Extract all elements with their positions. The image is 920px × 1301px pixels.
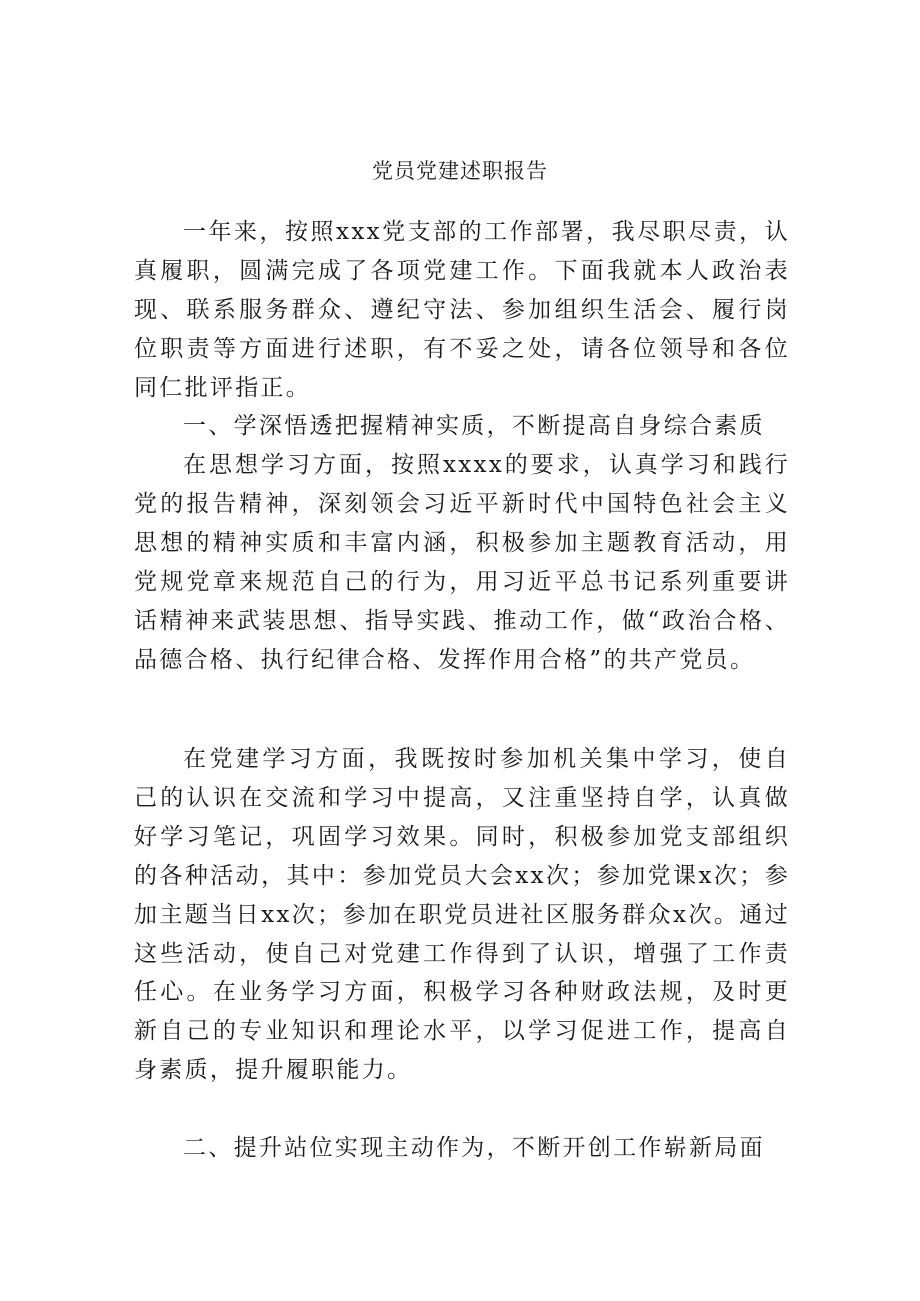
thought-study-paragraph: 在思想学习方面，按照xxxx的要求，认真学习和践行党的报告精神，深刻领会习近平新时代中国特色社会主义思想的精神实质和丰富内涵，积极参加主题教育活动，用党规党章来规范自己的行为，用习近平总书记系列重要讲话精神来武装思想、指导实践、推动工作，做“政治合格、品德合格、执行纪律合格、发挥作用合格”的共产党员。 xyxy=(134,452,790,673)
section-heading-2: 二、提升站位实现主动作为，不断开创工作崭新局面 xyxy=(183,1135,765,1161)
party-study-paragraph: 在党建学习方面，我既按时参加机关集中学习，使自己的认识在交流和学习中提高，又注重坚持自学，认真做好学习笔记，巩固学习效果。同时，积极参加党支部组织的各种活动，其中：参加党员大会xx次；参加党课x次；参加主题当日xx次；参加在职党员进社区服务群众x次。通过这些活动，使自己对党建工作得到了认识，增强了工作责任心。在业务学习方面，积极学习各种财政法规，及时更新自己的专业知识和理论水平，以学习促进工作，提高自身素质，提升履职能力。 xyxy=(134,746,790,1084)
document-title: 党员党建述职报告 xyxy=(372,159,548,183)
section-heading-1: 一、学深悟透把握精神实质，不断提高自身综合素质 xyxy=(183,413,765,439)
intro-paragraph: 一年来，按照xxx党支部的工作部署，我尽职尽责，认真履职，圆满完成了各项党建工作。下面我就本人政治表现、联系服务群众、遵纪守法、参加组织生活会、履行岗位职责等方面进行述职，有不妥之处，请各位领导和各位同仁批评指正。 xyxy=(134,219,790,401)
